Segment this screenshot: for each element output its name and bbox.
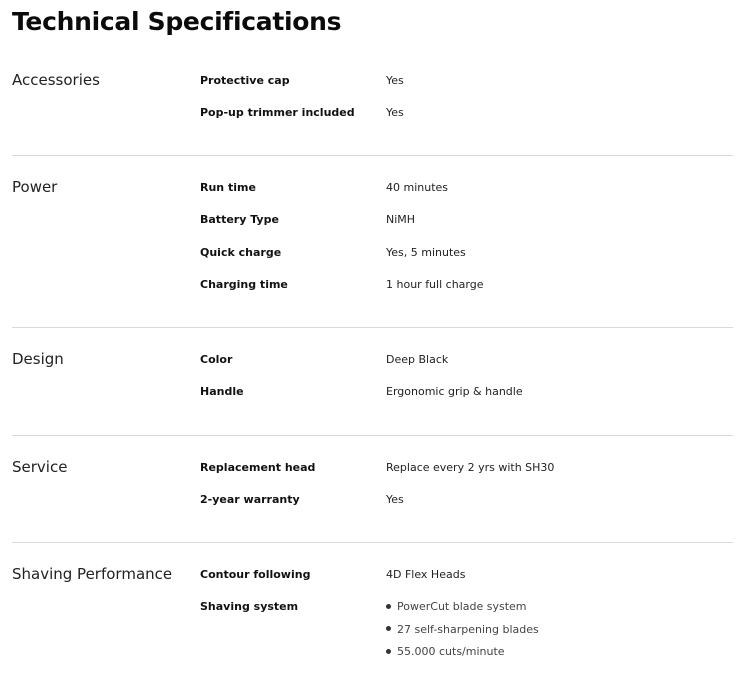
- spec-row: [12, 458, 732, 478]
- section-title: Service: [12, 458, 68, 476]
- spec-value: Ergonomic grip & handle: [386, 385, 523, 398]
- spec-label: Pop-up trimmer included: [200, 106, 355, 119]
- spec-row: [12, 71, 732, 91]
- bullet-item: [386, 642, 539, 665]
- spec-label: Run time: [200, 181, 256, 194]
- spec-row: [12, 565, 732, 585]
- bullet-item: [386, 597, 539, 620]
- spec-row: [12, 243, 732, 263]
- spec-value: NiMH: [386, 213, 416, 226]
- section-title: Accessories: [12, 71, 100, 89]
- page-title: Technical Specifications: [12, 7, 342, 36]
- spec-value: 4D Flex Heads: [386, 568, 466, 581]
- section-title: Design: [12, 350, 64, 368]
- spec-label: Battery Type: [200, 213, 279, 226]
- bullet-item: [386, 620, 539, 643]
- bullet-dot-icon: [386, 604, 391, 609]
- spec-value: Yes: [386, 74, 404, 87]
- spec-label: 2-year warranty: [200, 493, 300, 506]
- spec-label: Shaving system: [200, 600, 299, 613]
- spec-value: Deep Black: [386, 353, 449, 366]
- bullet-list: [386, 597, 539, 665]
- spec-value: Yes, 5 minutes: [386, 246, 466, 259]
- bullet-dot-icon: [386, 626, 391, 631]
- spec-value: Yes: [386, 493, 404, 506]
- spec-row: [12, 382, 732, 402]
- spec-row: [12, 350, 732, 370]
- spec-row: [12, 210, 732, 230]
- section-title: Power: [12, 178, 58, 196]
- spec-value: Replace every 2 yrs with SH30: [386, 461, 555, 474]
- spec-label: Replacement head: [200, 461, 316, 474]
- bullet-text: PowerCut blade system: [397, 600, 527, 613]
- spec-row: [12, 103, 732, 123]
- section-divider: [12, 155, 733, 156]
- spec-label: Charging time: [200, 278, 288, 291]
- spec-label: Handle: [200, 385, 244, 398]
- section-divider: [12, 435, 733, 436]
- bullet-text: 55.000 cuts/minute: [397, 645, 505, 658]
- spec-label: Protective cap: [200, 74, 290, 87]
- spec-label: Contour following: [200, 568, 311, 581]
- section-title: Shaving Performance: [12, 565, 173, 583]
- bullet-text: 27 self-sharpening blades: [397, 622, 539, 636]
- bullet-dot-icon: [386, 649, 391, 654]
- spec-row: [12, 597, 732, 658]
- spec-value: Yes: [386, 106, 404, 119]
- spec-value: 40 minutes: [386, 181, 449, 194]
- spec-row: [12, 275, 732, 295]
- spec-value: 1 hour full charge: [386, 278, 484, 291]
- section-divider: [12, 542, 733, 543]
- spec-label: Quick charge: [200, 246, 282, 259]
- section-divider: [12, 327, 733, 328]
- spec-row: [12, 490, 732, 510]
- spec-row: [12, 178, 732, 198]
- spec-label: Color: [200, 353, 233, 366]
